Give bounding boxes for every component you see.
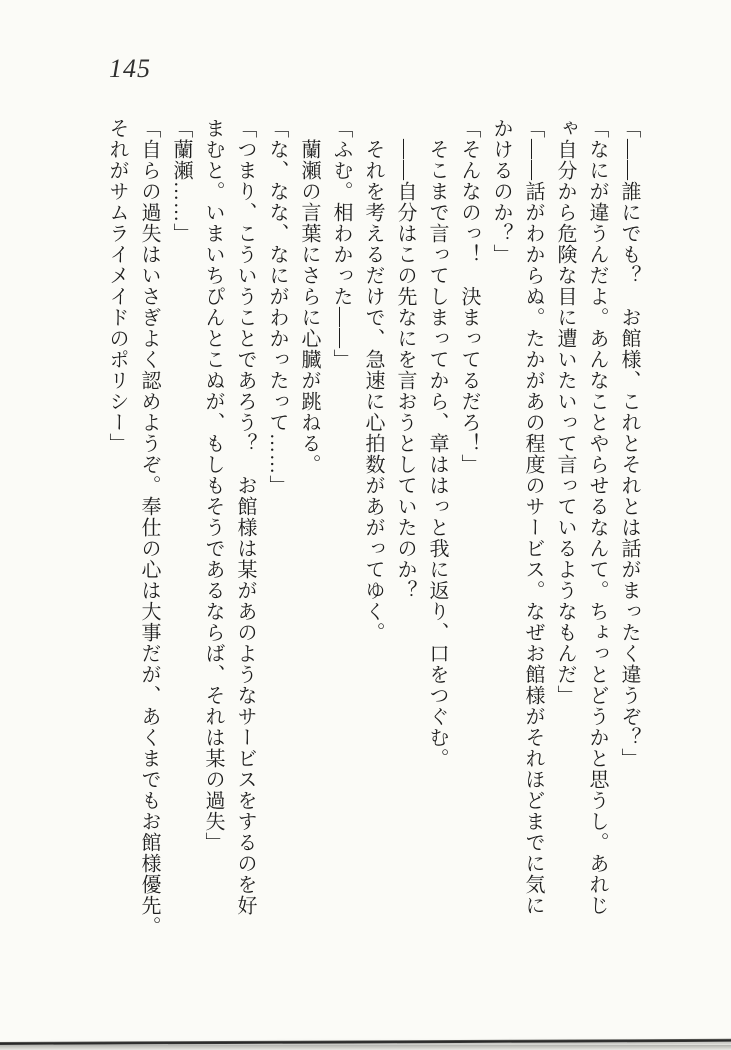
text-line: それを考えるだけで、急速に心拍数があがってゆく。 bbox=[362, 118, 384, 643]
text-line: 蘭瀬の言葉にさらに心臓が跳ねる。 bbox=[298, 118, 320, 475]
text-line: 「——誰にでも？ お館様、これとそれとは話がまったく違うぞ？」 bbox=[618, 118, 640, 769]
scan-edge-shadow bbox=[0, 1045, 731, 1050]
text-line: ゃ自分から危険な目に遭いたいって言っているようなもんだ」 bbox=[554, 118, 576, 706]
text-line: かけるのか？」 bbox=[490, 118, 512, 265]
page-number: 145 bbox=[109, 54, 151, 83]
text-line: 「——話がわからぬ。たかがあの程度のサービス。なぜお館様がそれほどまでに気に bbox=[522, 118, 544, 916]
text-line: まむと。いまいちぴんとこぬが、もしもそうであるならば、それは某の過失」 bbox=[202, 118, 224, 853]
text-line: 「な、なな、なにがわかったって……」 bbox=[266, 118, 288, 496]
text-line: 「つまり、こういうことであろう？ お館様は某があのようなサービスをするのを好 bbox=[234, 118, 256, 916]
text-line: 「蘭瀬……」 bbox=[170, 118, 192, 244]
text-line: 「そんなのっ！ 決まってるだろ！」 bbox=[458, 118, 480, 475]
text-line: 「なにが違うんだよ。あんなことやらせるなんて。ちょっとどうかと思うし。あれじ bbox=[586, 118, 608, 916]
text-line: それがサムライメイドのポリシー」 bbox=[106, 118, 128, 454]
text-line: 「自らの過失はいさぎよく認めようぞ。奉仕の心は大事だが、あくまでもお館様優先。 bbox=[138, 118, 160, 937]
text-line: そこまで言ってしまってから、章ははっと我に返り、口をつぐむ。 bbox=[426, 118, 448, 769]
text-line: ——自分はこの先なにを言おうとしていたのか？ bbox=[394, 118, 416, 601]
text-line: 「ふむ。相わかった——」 bbox=[330, 118, 352, 370]
text-block bbox=[101, 118, 645, 940]
